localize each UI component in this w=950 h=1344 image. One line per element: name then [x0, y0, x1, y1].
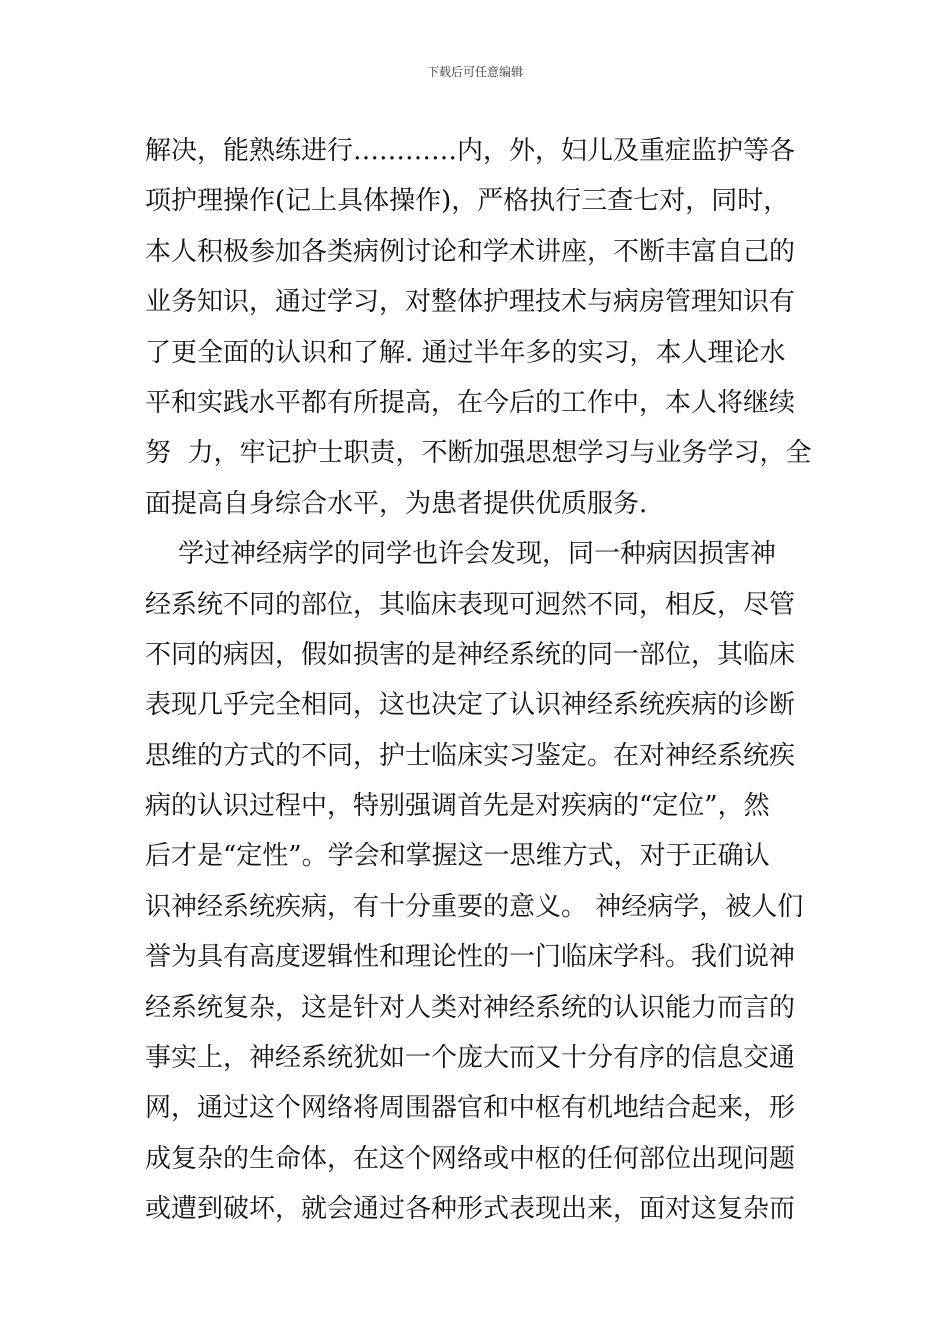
text-line: 病的认识过程中，特别强调首先是对疾病的“定位”，然 — [145, 791, 770, 822]
text-line: 事实上，神经系统犹如一个庞大而又十分有序的信息交通 — [145, 1043, 796, 1074]
text-line: 解决，能熟练进行…………内，外，妇儿及重症监护等各 — [145, 136, 796, 166]
text-line: 或遭到破坏，就会通过各种形式表现出来，面对这复杂而 — [145, 1194, 796, 1225]
text-line: 不同的病因，假如损害的是神经系统的同一部位，其临床 — [145, 639, 796, 670]
page-header: 下载后可任意编辑 — [426, 65, 523, 79]
text-line: 面提高自身综合水平，为患者提供优质服务. — [145, 488, 648, 519]
text-line: 项护理操作(记上具体操作)，严格执行三查七对，同时， — [145, 186, 790, 217]
text-line: 了更全面的认识和了解. 通过半年多的实习，本人理论水 — [145, 337, 786, 368]
text-line: 平和实践水平都有所提高，在今后的工作中，本人将继续 — [145, 387, 796, 418]
text-line: 网，通过这个网络将周围器官和中枢有机地结合起来，形 — [145, 1093, 796, 1124]
text-line: 学过神经病学的同学也许会发现，同一种病因损害神 — [145, 539, 777, 570]
text-line: 成复杂的生命体，在这个网络或中枢的任何部位出现问题 — [145, 1143, 796, 1174]
text-line: 业务知识，通过学习，对整体护理技术与病房管理知识有 — [145, 287, 796, 318]
text-line: 本人积极参加各类病例讨论和学术讲座，不断丰富自己的 — [145, 236, 796, 267]
body-text — [145, 126, 815, 1235]
text-line: 经系统不同的部位，其临床表现可迥然不同，相反，尽管 — [145, 589, 796, 620]
text-line: 识神经系统疾病，有十分重要的意义。 神经病学，被人们 — [145, 891, 804, 922]
text-line: 思维的方式的不同，护士临床实习鉴定。在对神经系统疾 — [145, 740, 796, 771]
text-line: 后才是“定性”。学会和掌握这一思维方式，对于正确认 — [145, 841, 770, 872]
text-line: 经系统复杂，这是针对人类对神经系统的认识能力而言的 — [145, 992, 796, 1023]
text-line: 誉为具有高度逻辑性和理论性的一门临床学科。我们说神 — [145, 942, 796, 973]
text-line: 努 力，牢记护士职责，不断加强思想学习与业务学习，全 — [145, 438, 812, 469]
text-line: 表现几乎完全相同，这也决定了认识神经系统疾病的诊断 — [145, 690, 796, 721]
